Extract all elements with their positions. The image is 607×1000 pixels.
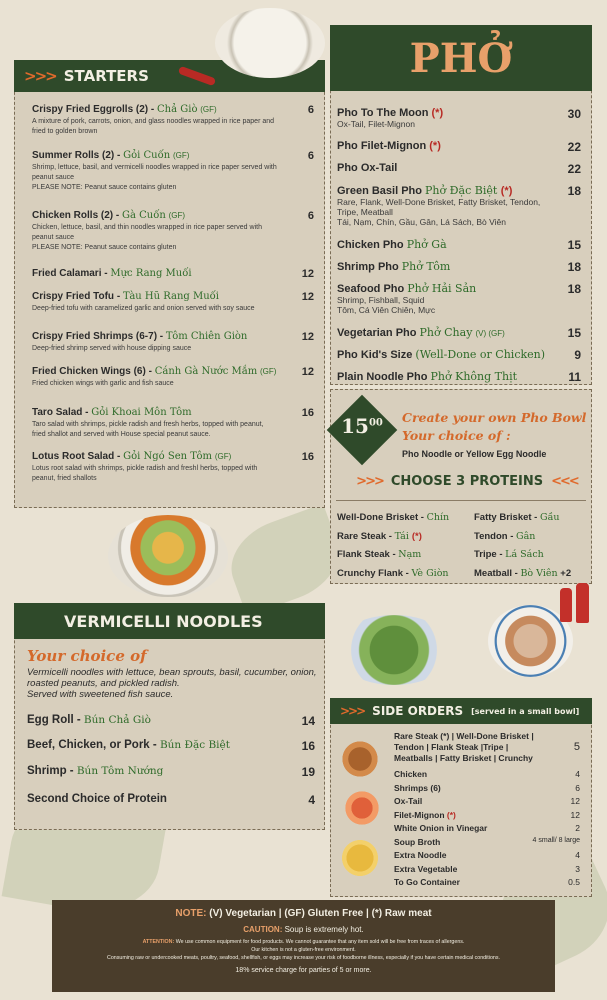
side-price: 3 <box>575 863 580 874</box>
starter-desc: Shrimp, lettuce, basil, and vermicelli noodles wrapped in rice paper served with peanut sauce <box>32 164 277 181</box>
pho-name <box>337 282 581 295</box>
side-price: 4 small/ 8 large <box>532 836 580 844</box>
starter-tag: (GF) <box>168 211 186 220</box>
starter-tag: (GF) <box>200 105 217 114</box>
protein-extra: +2 <box>557 567 572 579</box>
side-name: Extra Vegetable <box>394 863 458 874</box>
side-orders-subtitle: [served in a small bowl] <box>471 706 580 716</box>
bowl-price: $15^{00}$ <box>341 414 383 438</box>
sauce-bottle-image <box>560 588 572 622</box>
side-price: 12 <box>570 796 580 806</box>
starter-item <box>32 150 314 193</box>
vermicelli-subtitle: Your choice of <box>27 647 147 665</box>
pho-price: 30 <box>567 107 581 121</box>
proteins-header: >>> CHOOSE 3 PROTEINS <<< <box>356 474 578 489</box>
herbs-plate-image <box>335 615 453 685</box>
protein-item <box>337 568 449 579</box>
starter-item <box>32 210 314 253</box>
pho-title: PHỞ <box>409 34 513 82</box>
pho-name <box>337 107 581 119</box>
footer-notes <box>52 900 555 992</box>
pho-item <box>337 184 581 227</box>
protein-vietnamese: Vè Giòn <box>411 567 449 579</box>
pho-item <box>337 326 581 339</box>
protein-item <box>474 512 560 523</box>
pho-item <box>337 140 581 152</box>
starter-english: Fried Calamari - <box>32 268 111 279</box>
starter-item <box>32 331 314 354</box>
side-price: 0.5 <box>568 877 580 887</box>
starter-tag: (GF) <box>259 367 277 376</box>
noodle-price: 19 <box>301 765 315 779</box>
starter-desc: A mixture of pork, carrots, onion, and glass noodles wrapped in rice paper and fried to golden brown <box>32 118 275 135</box>
starter-english: Summer Rolls (2) - <box>32 150 124 161</box>
noodle-price: 4 <box>308 793 315 807</box>
protein-english: Tripe - <box>474 549 506 560</box>
noodle-english: Egg Roll - <box>27 714 84 726</box>
side-first-group: Rare Steak (*) | Well-Done Brisket | Tendon | Flank Steak |Tripe | Meatballs | Fatty Brisket | Crunchy 5 <box>394 731 580 763</box>
pho-english: Pho Kid's Size <box>337 349 416 361</box>
side-name: Ox-Tail <box>394 796 423 806</box>
footer-raw: Consuming raw or undercooked meats, poultry, seafood, shellfish, or eggs may increase your risk of foodborne illness, especially if you have certain medical conditions. <box>107 955 500 961</box>
protein-vietnamese: Tái <box>394 530 412 542</box>
starter-vietnamese: Tàu Hũ Rang Muối <box>122 291 219 302</box>
footer-note: NOTE: (V) Vegetarian | (GF) Gluten Free | (*) Raw meat <box>175 908 432 919</box>
noodle-english: Second Choice of Protein <box>27 793 167 805</box>
side-price: 2 <box>575 823 580 833</box>
starter-vietnamese: Chả Giò <box>157 104 198 115</box>
pho-desc-viet: Tái, Nạm, Chín, Gầu, Gân, Lá Sách, Bò Viên <box>337 217 506 227</box>
noodle-item <box>27 793 315 805</box>
bowl-noodle: Pho Noodle or Yellow Egg Noodle <box>402 449 547 459</box>
pho-item <box>337 162 581 174</box>
starter-english: Lotus Root Salad - <box>32 451 124 462</box>
starter-price: 6 <box>307 210 314 222</box>
shrimp-image <box>338 790 386 826</box>
protein-item <box>337 549 421 560</box>
pho-name <box>337 326 581 339</box>
pho-name <box>337 184 581 197</box>
side-name: Extra Noodle <box>394 850 447 860</box>
noodle-image <box>338 838 382 878</box>
pho-vietnamese: Phở Hải Sản <box>407 282 477 295</box>
side-item <box>394 769 580 779</box>
starter-english: Crispy Fried Shrimps (6-7) - <box>32 331 166 342</box>
noodle-english: Shrimp - <box>27 765 77 777</box>
raw-marker: (*) <box>429 140 441 152</box>
pho-name <box>337 238 581 251</box>
starter-price: 12 <box>301 366 314 378</box>
pho-english: Chicken Pho <box>337 239 407 251</box>
starter-price: 12 <box>301 268 314 280</box>
pho-english: Pho To The Moon <box>337 107 432 119</box>
starter-vietnamese: Mực Rang Muối <box>110 268 192 279</box>
starter-price: 16 <box>301 407 314 419</box>
protein-item <box>474 531 535 542</box>
footer-service: 18% service charge for parties of 5 or more. <box>235 967 372 974</box>
protein-english: Well-Done Brisket - <box>337 512 427 523</box>
pho-price: 15 <box>567 238 581 252</box>
pho-price: 22 <box>567 162 581 176</box>
side-orders-header <box>330 698 592 724</box>
side-item <box>394 810 580 820</box>
noodle-english: Beef, Chicken, or Pork - <box>27 739 160 751</box>
pho-english: Plain Noodle Pho <box>337 371 431 383</box>
starter-item <box>32 451 314 484</box>
pho-english: Green Basil Pho <box>337 185 426 197</box>
pho-vietnamese: Phở Tôm <box>401 260 451 273</box>
protein-extra: (*) <box>411 530 422 542</box>
pho-name <box>337 370 581 383</box>
pho-item <box>337 260 581 273</box>
noodle-vietnamese: Bún Đặc Biệt <box>159 739 230 751</box>
bowl-line2: Your choice of : <box>402 428 511 443</box>
side-name: Chicken <box>394 769 428 779</box>
vermicelli-bowl-image <box>108 515 228 597</box>
footer-kitchen: Our kitchen is not a gluten-free environment. <box>251 947 356 953</box>
pho-vietnamese: Phở Không Thịt <box>430 370 518 383</box>
starter-note: PLEASE NOTE: Peanut sauce contains gluten <box>32 244 177 251</box>
starter-english: Chicken Rolls (2) - <box>32 210 123 221</box>
chevron-icon: >>> <box>24 67 56 85</box>
pho-price: 18 <box>567 184 581 198</box>
starter-name <box>32 104 294 115</box>
pho-price: 11 <box>568 370 581 384</box>
starter-price: 16 <box>301 451 314 463</box>
pho-name <box>337 348 581 361</box>
protein-item <box>474 568 571 579</box>
noodle-item <box>27 765 315 777</box>
starter-desc: Fried chicken wings with garlic and fish sauce <box>32 380 174 387</box>
starter-english: Taro Salad - <box>32 407 92 418</box>
chevron-icon: >>> <box>340 704 365 718</box>
starter-note: PLEASE NOTE: Peanut sauce contains gluten <box>32 184 177 191</box>
starter-tag: (GF) <box>214 452 232 461</box>
protein-item <box>474 549 544 560</box>
starters-title: STARTERS <box>63 67 149 85</box>
protein-vietnamese: Gân <box>516 530 536 542</box>
noodle-vietnamese: Bún Tôm Nướng <box>76 765 164 777</box>
starter-english: Crispy Fried Eggrolls (2) - <box>32 104 158 115</box>
pho-english: Seafood Pho <box>337 283 408 295</box>
side-orders-title: SIDE ORDERS <box>372 704 464 718</box>
spring-rolls-image <box>215 8 325 78</box>
protein-english: Crunchy Flank - <box>337 567 412 579</box>
pho-desc: Shrimp, Fishball, Squid <box>337 295 425 305</box>
footer-caution: CAUTION: Soup is extremely hot. <box>243 925 364 934</box>
starter-name <box>32 451 294 462</box>
noodle-vietnamese: Bún Chả Giò <box>83 714 151 726</box>
vermicelli-header <box>14 603 325 639</box>
side-price: 4 <box>575 769 580 779</box>
raw-marker: (*) <box>500 185 513 197</box>
pho-item <box>337 348 581 361</box>
pho-name <box>337 260 581 273</box>
side-name: To Go Container <box>394 877 460 887</box>
pho-english: Vegetarian Pho <box>337 327 420 339</box>
pho-vietnamese: Phở Chay <box>419 326 473 339</box>
pho-name <box>337 162 581 174</box>
starter-desc: Lotus root salad with shrimps, pickle radish and freshl herbs, topped with peanut, fried shallots <box>32 465 258 482</box>
protein-english: Fatty Brisket - <box>474 512 540 523</box>
noodle-item <box>27 714 315 726</box>
pho-item <box>337 370 581 383</box>
starter-vietnamese: Gỏi Ngó Sen Tôm <box>123 451 213 462</box>
pho-price: 18 <box>567 260 581 274</box>
pho-english: Shrimp Pho <box>337 261 402 273</box>
protein-english: Meatball - <box>474 567 521 579</box>
noodle-price: 14 <box>301 714 315 728</box>
pho-desc: Ox-Tail, Filet-Mignon <box>337 119 415 129</box>
pho-item <box>337 238 581 251</box>
side-item <box>394 783 580 793</box>
starter-tag: (GF) <box>172 151 190 160</box>
side-price: 12 <box>570 809 580 820</box>
bowl-line1: Create your own Pho Bowl <box>402 410 587 425</box>
pho-tag: (V) (GF) <box>475 329 505 338</box>
starter-name <box>32 331 294 342</box>
protein-vietnamese: Nạm <box>398 549 422 560</box>
side-item <box>394 864 580 874</box>
starter-desc: Taro salad with shrimps, pickle radish and fresh herbs, topped with peanut, fried shallot and served with House special peanut sauce. <box>32 421 264 438</box>
starter-english: Crispy Fried Tofu - <box>32 291 123 302</box>
protein-english: Tendon - <box>474 530 517 542</box>
chevron-icon: <<< <box>551 474 578 489</box>
starter-english: Fried Chicken Wings (6) - <box>32 366 155 377</box>
pho-desc: Rare, Flank, Well-Done Brisket, Fatty Brisket, Tendon, Tripe, Meatball <box>337 197 541 217</box>
starter-vietnamese: Gỏi Cuốn <box>123 150 171 161</box>
chevron-icon: >>> <box>356 474 383 489</box>
starter-name <box>32 291 294 302</box>
starter-item <box>32 407 314 440</box>
noodle-price: 16 <box>301 739 315 753</box>
starter-item <box>32 366 314 389</box>
starter-vietnamese: Cánh Gà Nước Mắm <box>154 366 258 377</box>
pho-vietnamese: (Well-Done or Chicken) <box>415 348 546 361</box>
starter-name <box>32 407 294 418</box>
protein-vietnamese: Bò Viên <box>520 567 558 579</box>
starter-desc: Deep-fried tofu with caramelized garlic and onion served with soy sauce <box>32 305 255 312</box>
side-item <box>394 823 580 833</box>
side-name: Soup Broth <box>394 836 441 847</box>
protein-english: Rare Steak - <box>337 530 395 542</box>
starter-vietnamese: Tôm Chiên Giòn <box>165 331 248 342</box>
side-price: 6 <box>575 782 580 793</box>
starter-vietnamese: Gà Cuốn <box>122 210 166 221</box>
pho-english: Pho Filet-Mignon <box>337 140 430 152</box>
noodle-item <box>27 739 315 751</box>
protein-vietnamese: Chín <box>426 512 450 523</box>
pho-header <box>330 25 592 91</box>
protein-item <box>337 531 422 542</box>
pho-vietnamese: Phở Gà <box>406 238 447 251</box>
pho-price: 18 <box>567 282 581 296</box>
raw-marker: (*) <box>431 107 444 119</box>
starter-price: 6 <box>307 150 314 162</box>
pho-price: 9 <box>574 348 581 362</box>
protein-vietnamese: Gầu <box>540 512 560 523</box>
side-item <box>394 796 580 806</box>
footer-attention: ATTENTION: We use common equipment for food products. We cannot guarantee that any item sold will be free from traces of allergens. <box>142 939 465 945</box>
vermicelli-desc: Vermicelli noodles with lettuce, bean sprouts, basil, cucumber, onion, roasted peanuts, and pickled radish. Served with sweetened fish sauce. <box>27 667 317 700</box>
pho-item <box>337 107 581 129</box>
starter-price: 12 <box>301 331 314 343</box>
sauce-bottle-image <box>576 583 589 623</box>
side-name: White Onion in Vinegar <box>394 823 488 833</box>
pho-price: 22 <box>567 140 581 154</box>
pho-english: Pho Ox-Tail <box>337 162 398 174</box>
starter-item <box>32 104 314 137</box>
starter-desc: Chicken, lettuce, basil, and thin noodles wrapped in rice paper served with peanut sauce <box>32 224 262 241</box>
starter-price: 12 <box>301 291 314 303</box>
starter-vietnamese: Gỏi Khoai Môn Tôm <box>91 407 192 418</box>
vermicelli-title: VERMICELLI NOODLES <box>64 611 263 631</box>
starter-name <box>32 210 294 221</box>
side-item <box>394 837 580 847</box>
meatball-image <box>338 740 382 778</box>
pho-name <box>337 140 581 152</box>
protein-english: Flank Steak - <box>337 549 399 560</box>
raw-marker: (*) <box>446 809 456 820</box>
starter-item <box>32 291 314 314</box>
proteins-divider <box>336 500 586 501</box>
side-name: Filet-Mignon <box>394 809 447 820</box>
starter-price: 6 <box>307 104 314 116</box>
pho-vietnamese: Phở Đặc Biệt <box>425 184 501 197</box>
protein-item <box>337 512 449 523</box>
starter-item <box>32 268 314 279</box>
side-name: Shrimps (6) <box>394 782 441 793</box>
starter-desc: Deep-fried shrimp served with house dipping sauce <box>32 345 192 352</box>
side-item <box>394 877 580 887</box>
side-price: 4 <box>575 850 580 860</box>
protein-vietnamese: Lá Sách <box>505 549 544 560</box>
starter-name <box>32 268 294 279</box>
pho-price: 15 <box>567 326 581 340</box>
pho-desc-viet: Tôm, Cá Viên Chiên, Mực <box>337 305 436 315</box>
starter-name <box>32 366 294 377</box>
side-item <box>394 850 580 860</box>
pho-item <box>337 282 581 315</box>
starter-name <box>32 150 294 161</box>
